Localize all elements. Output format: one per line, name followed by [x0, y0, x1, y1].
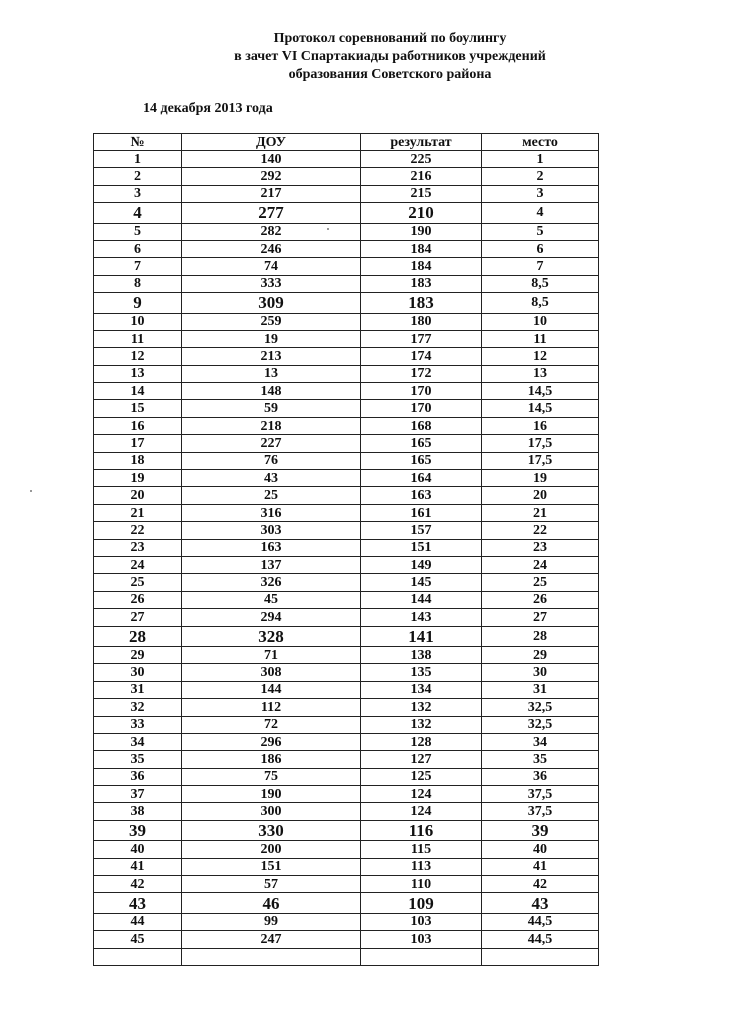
cell-result: 149	[361, 556, 482, 573]
cell-number: 15	[94, 400, 182, 417]
cell-place: 1	[482, 151, 599, 168]
cell-number: 9	[94, 293, 182, 313]
table-row	[94, 313, 599, 330]
cell-number: 20	[94, 487, 182, 504]
cell-result: 138	[361, 646, 482, 663]
table-row	[94, 417, 599, 434]
table-row	[94, 258, 599, 275]
cell-number: 42	[94, 876, 182, 893]
cell-place: 44,5	[482, 913, 599, 930]
cell-place: 37,5	[482, 803, 599, 820]
cell-number: 32	[94, 699, 182, 716]
table-row	[94, 539, 599, 556]
cell-number: 30	[94, 664, 182, 681]
cell-dou: 308	[182, 664, 361, 681]
cell-number: 26	[94, 591, 182, 608]
scan-speck	[327, 228, 329, 230]
cell-place: 27	[482, 609, 599, 626]
scan-speck	[30, 490, 32, 492]
cell-dou: 112	[182, 699, 361, 716]
cell-result: 215	[361, 185, 482, 202]
cell-dou: 43	[182, 470, 361, 487]
header-number: №	[94, 134, 182, 151]
cell-dou: 190	[182, 786, 361, 803]
cell-place: 31	[482, 681, 599, 698]
cell-number: 38	[94, 803, 182, 820]
table-row	[94, 803, 599, 820]
cell-dou: 13	[182, 365, 361, 382]
cell-number: 39	[94, 820, 182, 840]
cell-place: 35	[482, 751, 599, 768]
table-row	[94, 574, 599, 591]
cell-dou: 259	[182, 313, 361, 330]
cell-dou: 186	[182, 751, 361, 768]
cell-result: 134	[361, 681, 482, 698]
cell-place: 16	[482, 417, 599, 434]
table-row	[94, 664, 599, 681]
cell-dou: 140	[182, 151, 361, 168]
cell-result: 163	[361, 487, 482, 504]
cell-number: 25	[94, 574, 182, 591]
table-header-row	[94, 134, 599, 151]
cell-dou: 72	[182, 716, 361, 733]
cell-result: 183	[361, 293, 482, 313]
cell-dou: 277	[182, 203, 361, 223]
table-row	[94, 786, 599, 803]
cell-number: 2	[94, 168, 182, 185]
cell-place: 26	[482, 591, 599, 608]
cell-dou: 75	[182, 768, 361, 785]
table-row	[94, 330, 599, 347]
cell-result: 165	[361, 435, 482, 452]
cell-number: 12	[94, 348, 182, 365]
cell-dou: 213	[182, 348, 361, 365]
cell-place: 42	[482, 876, 599, 893]
cell-dou: 148	[182, 383, 361, 400]
cell-result: 103	[361, 931, 482, 948]
cell-number: 3	[94, 185, 182, 202]
cell-place: 19	[482, 470, 599, 487]
cell-result: 124	[361, 786, 482, 803]
cell-number: 36	[94, 768, 182, 785]
table-row	[94, 452, 599, 469]
table-row	[94, 699, 599, 716]
cell-dou: 25	[182, 487, 361, 504]
cell-result: 225	[361, 151, 482, 168]
cell-result: 157	[361, 522, 482, 539]
table-row	[94, 240, 599, 257]
cell-number: 41	[94, 858, 182, 875]
table-row	[94, 168, 599, 185]
cell-dou: 326	[182, 574, 361, 591]
cell-place: 43	[482, 893, 599, 913]
table-row	[94, 223, 599, 240]
cell-number: 40	[94, 841, 182, 858]
table-row	[94, 893, 599, 913]
cell-place: 44,5	[482, 931, 599, 948]
cell-number: 16	[94, 417, 182, 434]
cell-dou: 294	[182, 609, 361, 626]
cell-result: 110	[361, 876, 482, 893]
cell-number: 35	[94, 751, 182, 768]
cell-place: 20	[482, 487, 599, 504]
cell-number: 17	[94, 435, 182, 452]
cell-number	[94, 948, 182, 965]
cell-place: 2	[482, 168, 599, 185]
cell-place: 30	[482, 664, 599, 681]
cell-dou: 218	[182, 417, 361, 434]
cell-number: 18	[94, 452, 182, 469]
cell-dou: 282	[182, 223, 361, 240]
cell-place: 24	[482, 556, 599, 573]
cell-place: 17,5	[482, 435, 599, 452]
cell-place: 29	[482, 646, 599, 663]
cell-place: 32,5	[482, 716, 599, 733]
cell-dou: 316	[182, 504, 361, 521]
cell-result: 170	[361, 383, 482, 400]
table-row	[94, 733, 599, 750]
cell-result: 180	[361, 313, 482, 330]
table-row	[94, 556, 599, 573]
cell-place: 37,5	[482, 786, 599, 803]
cell-place	[482, 948, 599, 965]
table-row	[94, 365, 599, 382]
table-row	[94, 522, 599, 539]
table-row	[94, 609, 599, 626]
cell-place: 10	[482, 313, 599, 330]
cell-result: 125	[361, 768, 482, 785]
cell-result: 128	[361, 733, 482, 750]
cell-result: 183	[361, 275, 482, 292]
cell-result: 210	[361, 203, 482, 223]
cell-result: 135	[361, 664, 482, 681]
cell-result: 151	[361, 539, 482, 556]
cell-place: 13	[482, 365, 599, 382]
cell-result: 190	[361, 223, 482, 240]
cell-result: 109	[361, 893, 482, 913]
cell-result: 184	[361, 240, 482, 257]
cell-dou: 57	[182, 876, 361, 893]
cell-place: 14,5	[482, 400, 599, 417]
table-row	[94, 185, 599, 202]
cell-number: 29	[94, 646, 182, 663]
cell-dou: 303	[182, 522, 361, 539]
table-row	[94, 400, 599, 417]
table-row	[94, 768, 599, 785]
table-row	[94, 681, 599, 698]
document-date: 14 декабря 2013 года	[143, 101, 273, 116]
table-row	[94, 275, 599, 292]
cell-result: 168	[361, 417, 482, 434]
table-row	[94, 626, 599, 646]
cell-number: 8	[94, 275, 182, 292]
cell-dou: 296	[182, 733, 361, 750]
header-dou: ДОУ	[182, 134, 361, 151]
table-row	[94, 841, 599, 858]
cell-dou: 217	[182, 185, 361, 202]
cell-number: 1	[94, 151, 182, 168]
cell-place: 11	[482, 330, 599, 347]
cell-dou: 74	[182, 258, 361, 275]
cell-dou: 46	[182, 893, 361, 913]
cell-result: 177	[361, 330, 482, 347]
cell-result: 144	[361, 591, 482, 608]
title-line-3: образования Советского района	[288, 67, 492, 82]
cell-number: 22	[94, 522, 182, 539]
title-line-1: Протокол соревнований по боулингу	[273, 31, 507, 46]
table-row	[94, 348, 599, 365]
cell-number: 21	[94, 504, 182, 521]
cell-result: 161	[361, 504, 482, 521]
table-row	[94, 504, 599, 521]
cell-place: 32,5	[482, 699, 599, 716]
cell-place: 3	[482, 185, 599, 202]
cell-number: 43	[94, 893, 182, 913]
table-row	[94, 646, 599, 663]
table-body	[94, 151, 599, 966]
cell-dou: 71	[182, 646, 361, 663]
cell-dou: 309	[182, 293, 361, 313]
table-row	[94, 948, 599, 965]
cell-result: 116	[361, 820, 482, 840]
cell-dou: 137	[182, 556, 361, 573]
cell-number: 19	[94, 470, 182, 487]
table-row	[94, 820, 599, 840]
table-row	[94, 203, 599, 223]
cell-number: 23	[94, 539, 182, 556]
cell-number: 31	[94, 681, 182, 698]
cell-number: 5	[94, 223, 182, 240]
cell-dou: 19	[182, 330, 361, 347]
cell-number: 14	[94, 383, 182, 400]
cell-number: 37	[94, 786, 182, 803]
cell-result: 184	[361, 258, 482, 275]
cell-place: 8,5	[482, 293, 599, 313]
table-row	[94, 293, 599, 313]
cell-place: 28	[482, 626, 599, 646]
cell-dou: 246	[182, 240, 361, 257]
cell-place: 5	[482, 223, 599, 240]
table-row	[94, 876, 599, 893]
cell-place: 12	[482, 348, 599, 365]
cell-result: 164	[361, 470, 482, 487]
cell-dou: 200	[182, 841, 361, 858]
cell-dou: 333	[182, 275, 361, 292]
cell-dou: 328	[182, 626, 361, 646]
table-row	[94, 435, 599, 452]
cell-number: 7	[94, 258, 182, 275]
title-line-2: в зачет VI Спартакиады работников учреждений	[234, 49, 546, 64]
cell-dou	[182, 948, 361, 965]
header-place: место	[482, 134, 599, 151]
cell-dou: 247	[182, 931, 361, 948]
cell-number: 11	[94, 330, 182, 347]
table-row	[94, 931, 599, 948]
cell-dou: 151	[182, 858, 361, 875]
cell-number: 10	[94, 313, 182, 330]
cell-result: 141	[361, 626, 482, 646]
table-row	[94, 913, 599, 930]
cell-dou: 76	[182, 452, 361, 469]
table-row	[94, 470, 599, 487]
table-row	[94, 716, 599, 733]
cell-dou: 163	[182, 539, 361, 556]
cell-number: 44	[94, 913, 182, 930]
header-result: результат	[361, 134, 482, 151]
cell-result: 143	[361, 609, 482, 626]
cell-result: 103	[361, 913, 482, 930]
table-row	[94, 151, 599, 168]
cell-number: 34	[94, 733, 182, 750]
cell-place: 36	[482, 768, 599, 785]
cell-number: 24	[94, 556, 182, 573]
document-title	[190, 30, 590, 84]
table-row	[94, 383, 599, 400]
cell-dou: 292	[182, 168, 361, 185]
cell-number: 13	[94, 365, 182, 382]
cell-result: 127	[361, 751, 482, 768]
results-table	[93, 133, 599, 966]
cell-result: 165	[361, 452, 482, 469]
cell-place: 7	[482, 258, 599, 275]
cell-place: 8,5	[482, 275, 599, 292]
cell-number: 6	[94, 240, 182, 257]
cell-place: 34	[482, 733, 599, 750]
cell-dou: 144	[182, 681, 361, 698]
cell-result	[361, 948, 482, 965]
cell-dou: 227	[182, 435, 361, 452]
cell-number: 28	[94, 626, 182, 646]
cell-result: 132	[361, 716, 482, 733]
cell-result: 170	[361, 400, 482, 417]
cell-dou: 330	[182, 820, 361, 840]
cell-result: 174	[361, 348, 482, 365]
cell-result: 124	[361, 803, 482, 820]
table-row	[94, 858, 599, 875]
cell-dou: 99	[182, 913, 361, 930]
cell-dou: 45	[182, 591, 361, 608]
cell-result: 132	[361, 699, 482, 716]
cell-result: 172	[361, 365, 482, 382]
cell-number: 4	[94, 203, 182, 223]
cell-result: 145	[361, 574, 482, 591]
cell-result: 113	[361, 858, 482, 875]
cell-place: 14,5	[482, 383, 599, 400]
cell-dou: 300	[182, 803, 361, 820]
cell-place: 21	[482, 504, 599, 521]
cell-place: 41	[482, 858, 599, 875]
cell-result: 216	[361, 168, 482, 185]
table-row	[94, 751, 599, 768]
cell-place: 4	[482, 203, 599, 223]
cell-place: 39	[482, 820, 599, 840]
table-row	[94, 487, 599, 504]
cell-place: 6	[482, 240, 599, 257]
cell-place: 17,5	[482, 452, 599, 469]
cell-number: 27	[94, 609, 182, 626]
cell-place: 22	[482, 522, 599, 539]
cell-result: 115	[361, 841, 482, 858]
cell-dou: 59	[182, 400, 361, 417]
table-row	[94, 591, 599, 608]
cell-place: 40	[482, 841, 599, 858]
cell-place: 25	[482, 574, 599, 591]
cell-number: 45	[94, 931, 182, 948]
cell-number: 33	[94, 716, 182, 733]
cell-place: 23	[482, 539, 599, 556]
